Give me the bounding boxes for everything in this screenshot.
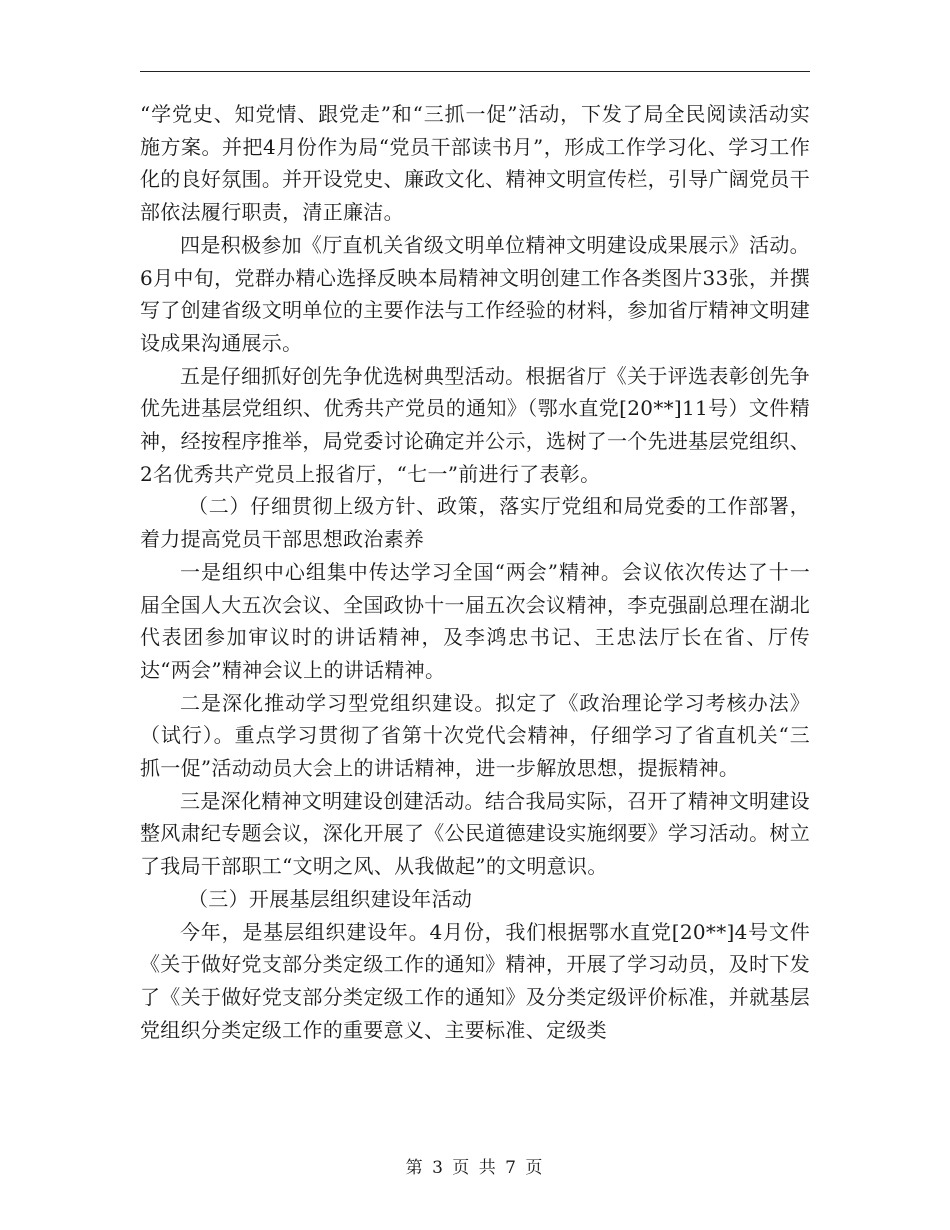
paragraph-item-three: 三是深化精神文明建设创建活动。结合我局实际，召开了精神文明建设整风肃纪专题会议，深化开展了《公民道德建设实施纲要》学习活动。树立了我局干部职工“文明之风、从我做起”的文明意识。 — [140, 788, 810, 879]
paragraph-item-four: 四是积极参加《厅直机关省级文明单位精神文明建设成果展示》活动。6月中旬，党群办精心选择反映本局精神文明创建工作各类图片33张，并撰写了创建省级文明单位的主要作法与工作经验的材料，参加省厅精神文明建设成果沟通展示。 — [140, 232, 810, 355]
paragraph-continuation: “学党史、知党情、跟党走”和“三抓一促”活动，下发了局全民阅读活动实施方案。并把4月份作为局“党员干部读书月”，形成工作学习化、学习工作化的良好氛围。并开设党史、廉政文化、精神文明宣传栏，引导广阔党员干部依法履行职责，清正廉洁。 — [140, 102, 810, 225]
page-number-footer: 第 3 页 共 7 页 — [405, 1158, 545, 1178]
paragraph-item-five: 五是仔细抓好创先争优选树典型活动。根据省厅《关于评选表彰创先争优先进基层党组织、优秀共产党员的通知》（鄂水直党[20**]11号）文件精神，经按程序推举，局党委讨论确定并公示，选树了一个先进基层党组织、2名优秀共产党员上报省厅，“七一”前进行了表彰。 — [140, 363, 810, 486]
header-rule — [140, 71, 810, 72]
paragraph-item-one: 一是组织中心组集中传达学习全国“两会”精神。会议依次传达了十一届全国人大五次会议、全国政协十一届五次会议精神，李克强副总理在湖北代表团参加审议时的讲话精神，及李鸿忠书记、王忠法厅长在省、厅传达“两会”精神会议上的讲话精神。 — [140, 559, 810, 682]
paragraph-this-year: 今年，是基层组织建设年。4月份，我们根据鄂水直党[20**]4号文件《关于做好党支部分类定级工作的通知》精神，开展了学习动员，及时下发了《关于做好党支部分类定级工作的通知》及分类定级评价标准，并就基层党组织分类定级工作的重要意义、主要标准、定级类 — [140, 919, 810, 1042]
paragraph-item-two: 二是深化推动学习型党组织建设。拟定了《政治理论学习考核办法》（试行）。重点学习贯彻了省第十次党代会精神，仔细学习了省直机关“三抓一促”活动动员大会上的讲话精神，进一步解放思想，提振精神。 — [140, 690, 810, 781]
section-heading-three: （三）开展基层组织建设年活动 — [188, 886, 473, 911]
document-body — [140, 98, 810, 1046]
section-heading-two: （二）仔细贯彻上级方针、政策，落实厅党组和局党委的工作部署，着力提高党员干部思想政治素养 — [140, 494, 810, 552]
